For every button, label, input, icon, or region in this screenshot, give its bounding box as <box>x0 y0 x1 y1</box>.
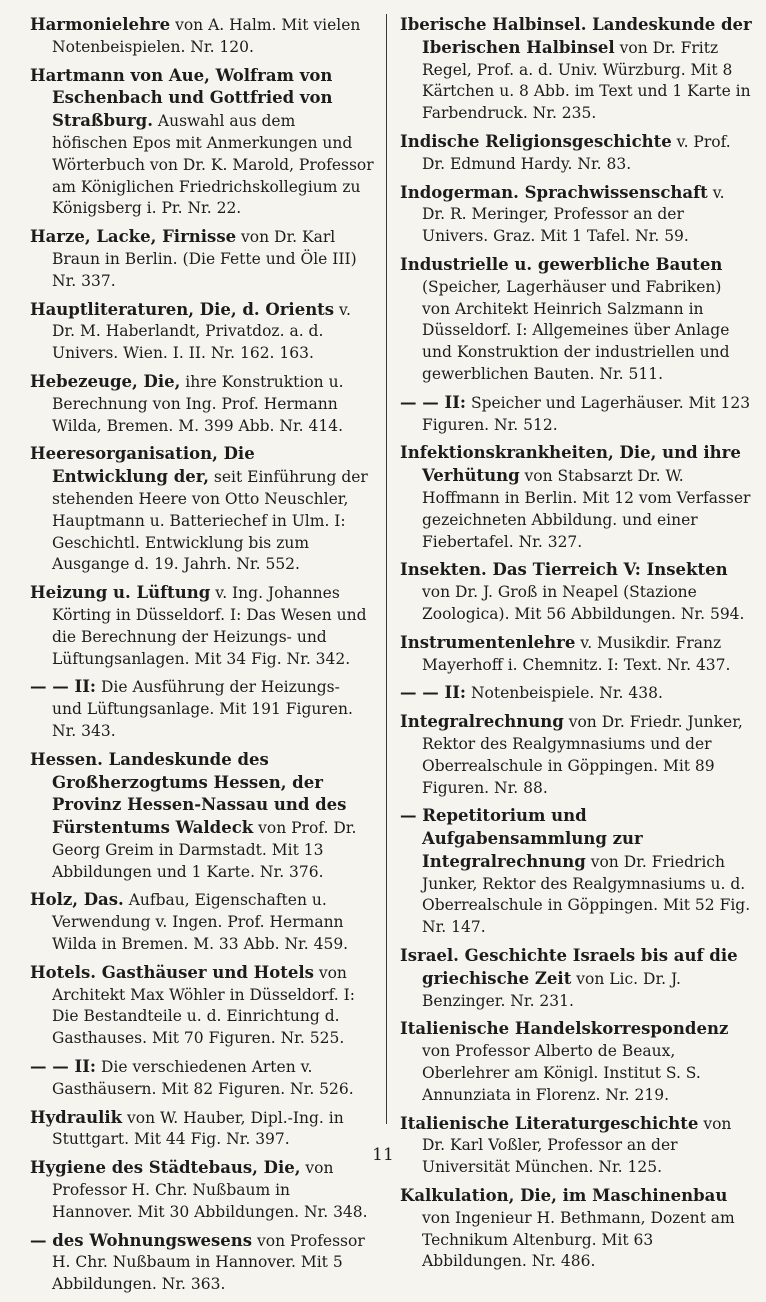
catalog-subentry <box>30 676 374 742</box>
catalog-subentry <box>400 682 752 705</box>
entry-heading: Iberische Halbinsel. Landeskunde der Iberischen Halbinsel <box>400 15 752 57</box>
entry-heading: — — II: <box>400 392 467 412</box>
entry-text: Auswahl aus dem höfischen Epos mit Anmerkungen und Wörterbuch von Dr. K. Marold, Professor am Königlichen Friedrichskollegium zu Königsberg i. Pr. Nr. 22. <box>52 112 374 218</box>
entry-text: von Architekt Max Wöhler in Düsseldorf. I: Die Bestandteile u. d. Einrichtung d. Gasthauses. Mit 70 Figuren. Nr. 525. <box>52 963 355 1048</box>
catalog-entry <box>400 945 752 1012</box>
entry-heading: Insekten. Das Tierreich V: Insekten <box>400 560 728 580</box>
entry-heading: Hauptliteraturen, Die, d. Orients <box>30 299 335 319</box>
entry-text: Die Ausführung der Heizungs- und Lüftungsanlage. Mit 191 Figuren. Nr. 343. <box>52 678 353 740</box>
entry-text: von Professor H. Chr. Nußbaum in Hannover. Mit 30 Abbildungen. Nr. 348. <box>52 1159 368 1221</box>
entry-text: v. Dr. M. Haberlandt, Privatdoz. a. d. Univers. Wien. I. II. Nr. 162. 163. <box>52 300 351 363</box>
catalog-entry <box>30 962 374 1050</box>
entry-heading: Hotels. Gasthäuser und Hotels <box>30 962 314 982</box>
entry-heading: Infektionskrankheiten, Die, und ihre Verhütung <box>400 443 741 486</box>
entry-heading: Israel. Geschichte Israels bis auf die griechische Zeit <box>400 946 738 988</box>
entry-heading: Hebezeuge, Die, <box>30 371 181 391</box>
entry-text: von Dr. Fritz Regel, Prof. a. d. Univ. Würzburg. Mit 8 Kärtchen u. 8 Abb. im Text und 1 Karte in Farbendruck. Nr. 235. <box>422 38 751 123</box>
entry-heading: — — II: <box>400 683 467 703</box>
catalog-subentry <box>400 805 752 939</box>
entry-heading: Industrielle u. gewerbliche Bauten <box>400 254 723 274</box>
entry-text: Die verschiedenen Arten v. Gasthäusern. Mit 82 Figuren. Nr. 526. <box>52 1058 354 1098</box>
catalog-entry <box>400 1018 752 1106</box>
entry-text: von Dr. Karl Voßler, Professor an der Universität München. Nr. 125. <box>422 1114 732 1177</box>
catalog-entry <box>30 749 374 884</box>
entry-text: von A. Halm. Mit vielen Notenbeispielen. Nr. 120. <box>52 16 361 56</box>
catalog-entry <box>400 632 752 677</box>
catalog-entry <box>400 711 752 799</box>
entry-text: von Stabsarzt Dr. W. Hoffmann in Berlin. Mit 12 vom Verfasser gezeichneten Abbildung. und einer Fiebertafel. Nr. 327. <box>422 467 751 551</box>
entry-text: von Dr. J. Groß in Neapel (Stazione Zoologica). Mit 56 Abbildungen. Nr. 594. <box>422 583 745 623</box>
left-column <box>30 14 374 1302</box>
entry-heading: Heizung u. Lüftung <box>30 583 211 603</box>
entry-text: von W. Hauber, Dipl.-Ing. in Stuttgart. Mit 44 Fig. Nr. 397. <box>52 1108 344 1149</box>
entry-heading: Harze, Lacke, Firnisse <box>30 227 237 247</box>
entry-text: Speicher und Lagerhäuser. Mit 123 Figuren. Nr. 512. <box>422 393 751 434</box>
catalog-entry <box>400 14 752 125</box>
catalog-entry <box>30 889 374 955</box>
entry-heading: Hessen. Landeskunde des Großherzogtums Hessen, der Provinz Hessen-Nassau und des Fürstentums Waldeck <box>30 749 347 838</box>
entry-heading: Instrumentenlehre <box>400 632 576 652</box>
catalog-entry <box>30 226 374 292</box>
catalog-entry <box>30 65 374 221</box>
entry-text: von Prof. Dr. Georg Greim in Darmstadt. Mit 13 Abbildungen und 1 Karte. Nr. 376. <box>52 819 357 881</box>
catalog-entry <box>30 14 374 59</box>
entry-heading: Hydraulik <box>30 1107 123 1127</box>
column-divider <box>386 14 387 1124</box>
entry-text: von Dr. Karl Braun in Berlin. (Die Fette und Öle III) Nr. 337. <box>52 228 357 290</box>
entry-heading: Harmonielehre <box>30 15 171 34</box>
entry-text: von Professor Alberto de Beaux, Oberlehrer am Königl. Institut S. S. Annunziata in Florenz. Nr. 219. <box>422 1042 701 1104</box>
entry-text: von Dr. Friedrich Junker, Rektor des Realgymnasiums u. d. Oberrealschule in Göppingen. Mit 52 Fig. Nr. 147. <box>422 852 751 937</box>
catalog-entry <box>400 131 752 176</box>
entry-text: v. Ing. Johannes Körting in Düsseldorf. I: Das Wesen und die Berechnung der Heizungs- und Lüftungsanlagen. Mit 34 Fig. Nr. 342. <box>52 584 367 668</box>
entry-text: von Professor H. Chr. Nußbaum in Hannover. Mit 5 Abbildungen. Nr. 363. <box>52 1231 365 1294</box>
entry-text: Notenbeispiele. Nr. 438. <box>466 684 663 703</box>
entry-heading: — Repetitorium und Aufgabensammlung zur Integralrechnung <box>400 806 643 871</box>
entry-heading: Integralrechnung <box>400 712 564 732</box>
catalog-entry <box>400 254 752 386</box>
page-number: 11 <box>372 1145 394 1165</box>
catalog-entry <box>30 582 374 670</box>
entry-text: v. Dr. R. Meringer, Professor an der Univers. Graz. Mit 1 Tafel. Nr. 59. <box>422 183 725 246</box>
catalog-entry <box>400 559 752 625</box>
entry-text: ihre Konstruktion u. Berechnung von Ing. Prof. Hermann Wilda, Bremen. M. 399 Abb. Nr. 414. <box>52 372 344 435</box>
catalog-entry <box>400 442 752 553</box>
entry-text: seit Einführung der stehenden Heere von Otto Neuschler, Hauptmann u. Batteriechef in Ulm. I: Geschichtl. Entwicklung bis zum Ausgange d. 19. Jahrh. Nr. 552. <box>52 468 368 574</box>
entry-text: (Speicher, Lagerhäuser und Fabriken) von Architekt Heinrich Salzmann in Düsseldorf. I: Allgemeines über Anlage und Konstruktion der industriellen und gewerblichen Bauten. Nr. 511. <box>422 277 730 383</box>
entry-text: von Dr. Friedr. Junker, Rektor des Realgymnasiums und der Oberrealschule in Göppingen. Mit 89 Figuren. Nr. 88. <box>422 713 743 797</box>
entry-heading: Italienische Handelskorrespondenz <box>400 1019 729 1039</box>
right-column <box>400 14 752 1279</box>
entry-heading: — — II: <box>30 677 97 697</box>
catalog-entry <box>30 1157 374 1223</box>
entry-heading: Indische Religionsgeschichte <box>400 131 672 151</box>
catalog-entry <box>400 1185 752 1273</box>
catalog-entry <box>400 182 752 248</box>
catalog-entry <box>30 443 374 576</box>
catalog-subentry <box>30 1230 374 1296</box>
entry-heading: Holz, Das. <box>30 890 124 910</box>
entry-text: Aufbau, Eigenschaften u. Verwendung v. Ingen. Prof. Hermann Wilda in Bremen. M. 33 Abb. Nr. 459. <box>52 891 349 954</box>
entry-text: von Lic. Dr. J. Benzinger. Nr. 231. <box>422 969 681 1010</box>
entry-heading: Indogerman. Sprachwissenschaft <box>400 182 708 202</box>
entry-heading: Heeresorganisation, Die Entwicklung der, <box>30 444 255 487</box>
entry-heading: Italienische Literaturgeschichte <box>400 1113 699 1133</box>
catalog-entry <box>30 299 374 365</box>
entry-heading: Hygiene des Städtebaus, Die, <box>30 1158 301 1178</box>
entry-text: v. Prof. Dr. Edmund Hardy. Nr. 83. <box>422 132 731 173</box>
catalog-subentry <box>30 1056 374 1101</box>
catalog-entry <box>30 371 374 437</box>
entry-heading: — des Wohnungswesens <box>30 1230 253 1250</box>
entry-heading: — — II: <box>30 1057 97 1077</box>
catalog-subentry <box>400 392 752 437</box>
entry-heading: Kalkulation, Die, im Maschinenbau <box>400 1186 728 1206</box>
entry-text: v. Musikdir. Franz Mayerhoff i. Chemnitz. I: Text. Nr. 437. <box>422 633 731 674</box>
entry-text: von Ingenieur H. Bethmann, Dozent am Technikum Altenburg. Mit 63 Abbildungen. Nr. 486. <box>422 1208 735 1271</box>
entry-heading: Hartmann von Aue, Wolfram von Eschenbach und Gottfried von Straßburg. <box>30 65 333 131</box>
